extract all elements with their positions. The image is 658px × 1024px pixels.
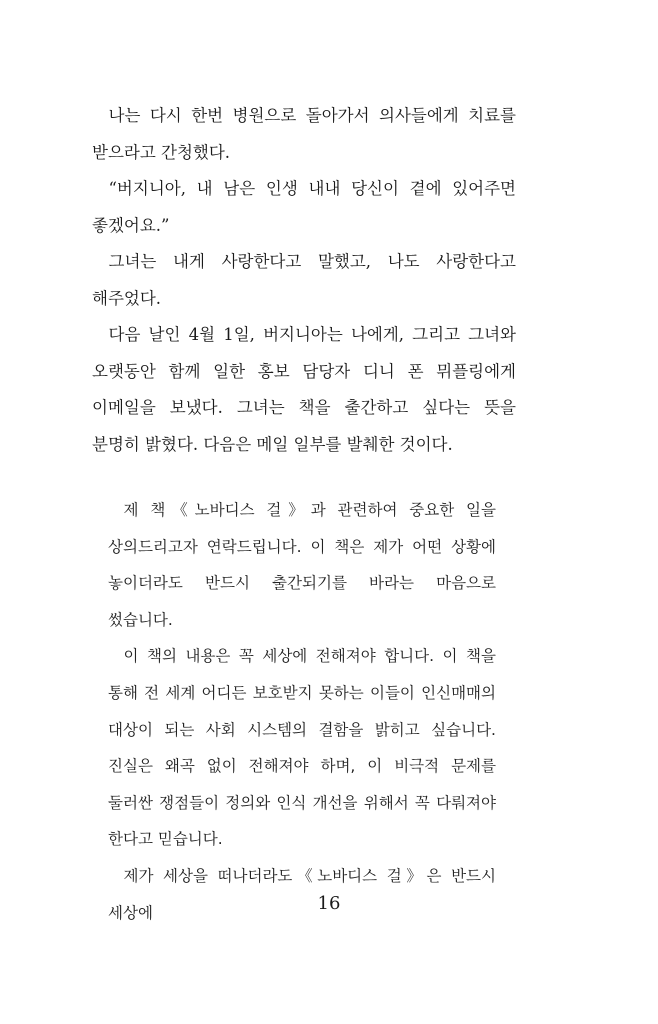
paragraph: “버지니아, 내 남은 인생 내내 당신이 곁에 있어주면 좋겠어요.”	[92, 179, 516, 235]
paragraph: 다음 날인 4월 1일, 버지니아는 나에게, 그리고 그녀와 오랫동안 함께 일한 홍보 담당자 디니 폰 뮈플링에게 이메일을 보냈다. 그녀는 책을 출간하고 싶다는 뜻을 분명히 밝혔다. 다음은 메일 일부를 발췌한 것이다.	[92, 325, 516, 454]
quote-paragraph: 제가 세상을 떠나더라도《노바디스 걸》은 반드시 세상에	[108, 866, 496, 922]
page-number: 16	[317, 893, 341, 914]
quote-paragraph: 이 책의 내용은 꼭 세상에 전해져야 합니다. 이 책을 통해 전 세계 어디든 보호받지 못하는 이들이 인신매매의 대상이 되는 사회 시스템의 결함을 밝히고 싶습니다. 진실은 왜곡 없이 전해져야 하며, 이 비극적 문제를 둘러싼 쟁점들이 정의와 인식 개선을 위해서 꼭 다뤄져야 한다고 믿습니다.	[108, 647, 496, 849]
paragraph: 그녀는 내게 사랑한다고 말했고, 나도 사랑한다고 해주었다.	[92, 252, 516, 308]
main-text	[92, 98, 516, 463]
quote-paragraph: 제 책《노바디스 걸》과 관련하여 중요한 일을 상의드리고자 연락드립니다. 이 책은 제가 어떤 상황에 놓이더라도 반드시 출간되기를 바라는 마음으로 썼습니다.	[108, 501, 496, 629]
paragraph: 나는 다시 한번 병원으로 돌아가서 의사들에게 치료를 받으라고 간청했다.	[92, 106, 516, 162]
email-excerpt	[108, 492, 496, 931]
